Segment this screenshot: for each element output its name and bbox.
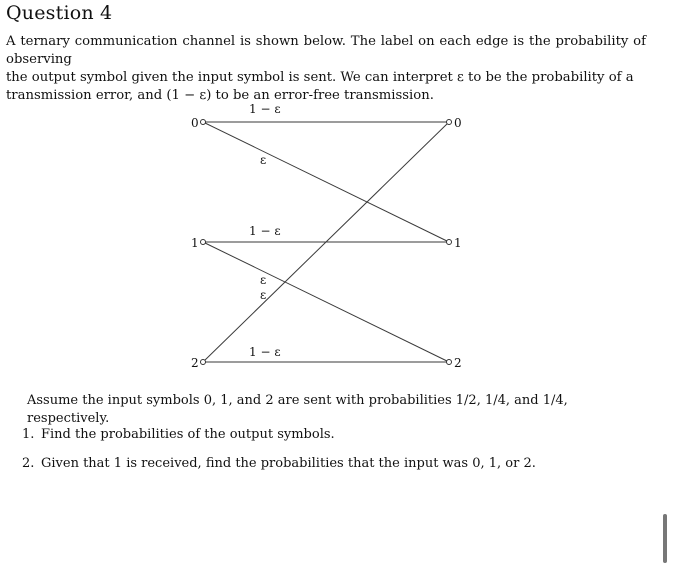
intro-line-2: the output symbol given the input symbol is sent. We can interpret ε to be the probability of a — [6, 70, 634, 85]
input-label-1: 1 — [191, 236, 199, 250]
question-list — [22, 426, 642, 484]
question-item-1 — [22, 426, 642, 455]
edge-label-2-to-2: 1 − ε — [249, 345, 281, 359]
input-label-0: 0 — [191, 116, 199, 130]
input-node-0 — [201, 120, 206, 125]
question-number-2: 2. — [22, 456, 35, 471]
output-node-1 — [447, 240, 452, 245]
edge-0-to-1 — [203, 122, 449, 242]
output-node-0 — [447, 120, 452, 125]
output-label-0: 0 — [454, 116, 462, 130]
output-label-2: 2 — [454, 356, 462, 370]
edge-label-2-to-0: ε — [260, 288, 267, 302]
output-label-1: 1 — [454, 236, 462, 250]
edge-label-0-to-0: 1 − ε — [249, 102, 281, 116]
question-number-1: 1. — [22, 427, 35, 442]
question-text-1: Find the probabilities of the output symbols. — [41, 427, 335, 442]
edge-1-to-2 — [203, 242, 449, 362]
input-label-2: 2 — [191, 356, 199, 370]
edge-label-1-to-1: 1 − ε — [249, 224, 281, 238]
assumption-text: Assume the input symbols 0, 1, and 2 are sent with probabilities 1/2, 1/4, and 1/4, respectively. — [27, 393, 568, 426]
edge-label-0-to-1: ε — [260, 153, 267, 167]
question-title: Question 4 — [6, 2, 113, 24]
question-text-2: Given that 1 is received, find the probabilities that the input was 0, 1, or 2. — [41, 456, 536, 471]
edge-label-1-to-2: ε — [260, 273, 267, 287]
intro-line-1: A ternary communication channel is shown below. The label on each edge is the probability of observing — [6, 34, 646, 67]
input-node-2 — [201, 360, 206, 365]
input-node-1 — [201, 240, 206, 245]
intro-line-3: transmission error, and (1 − ε) to be an error-free transmission. — [6, 88, 434, 103]
output-node-2 — [447, 360, 452, 365]
question-item-2 — [22, 455, 642, 484]
scrollbar-thumb[interactable] — [663, 514, 667, 563]
